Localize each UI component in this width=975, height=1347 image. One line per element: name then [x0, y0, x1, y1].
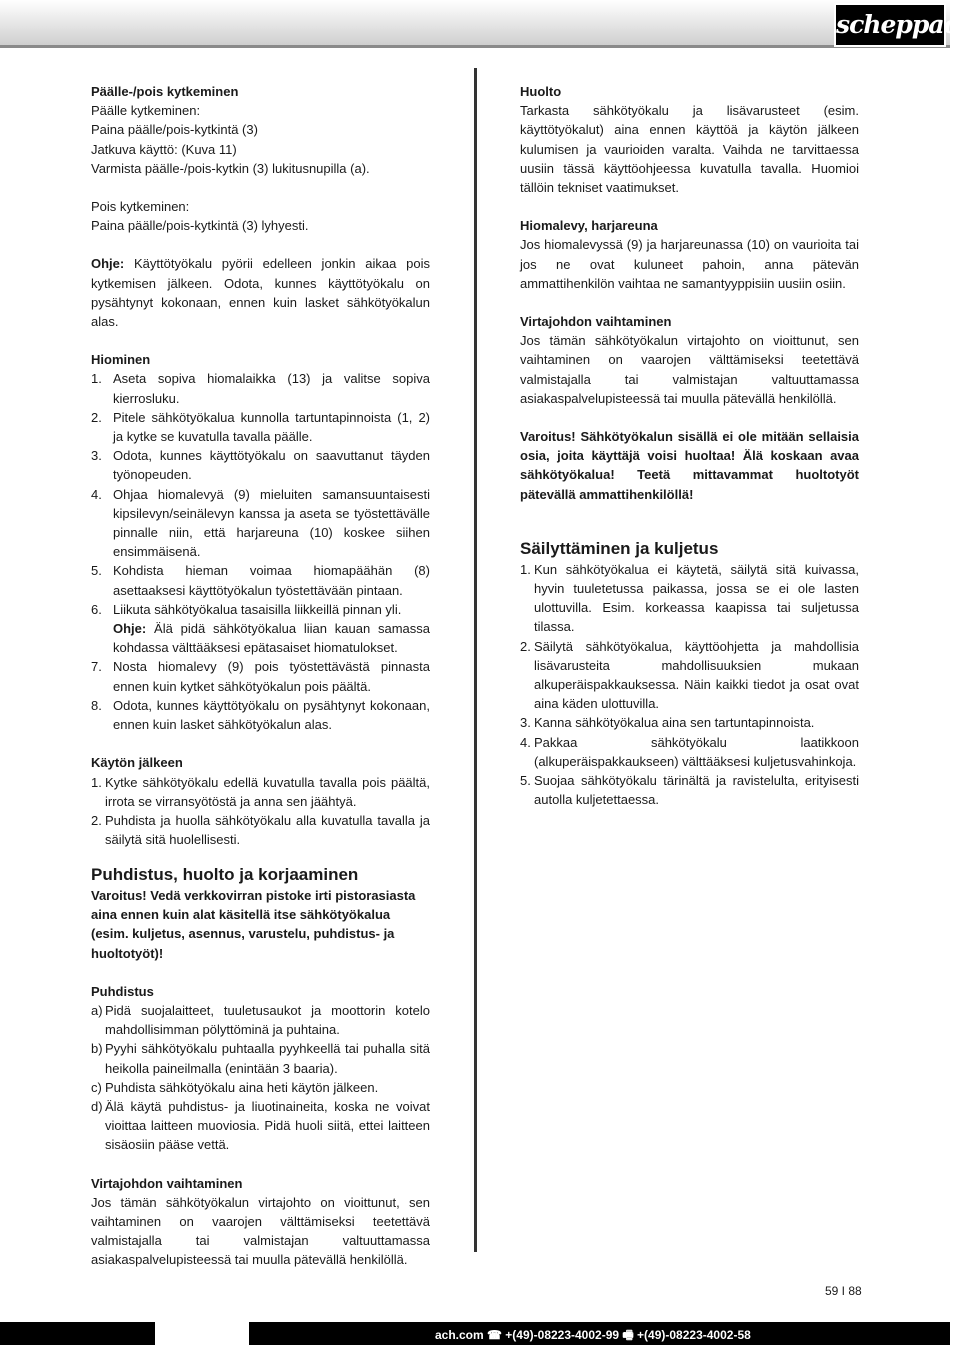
clean-heading: Puhdistus [91, 983, 154, 999]
onoff-heading: Päälle-/pois kytkeminen [91, 84, 239, 99]
on-line: Varmista päälle-/pois-kytkin (3) lukitusnupilla (a). [91, 160, 370, 176]
step-note-label: Ohje: [113, 621, 147, 637]
cleaning-warning: Varoitus! Vedä verkkovirran pistoke irti pistorasiasta aina ennen kuin alat käsitellä itse sähkötyökalua (esim. kuljetus, asennus, varustelu, puhdistus- ja huoltotyöt)! [91, 888, 416, 961]
cord-heading: Virtajohdon vaihtaminen [91, 1175, 243, 1191]
right-column [520, 82, 859, 810]
cleaning-section [91, 864, 430, 1270]
note-label: Ohje: [91, 256, 125, 272]
disc-heading: Hiomalevy, harjareuna [520, 218, 658, 234]
list-item: 6. Liikuta sähkötyökalua tasaisilla liikkeillä pinnan yli. Ohje: Älä pidä sähkötyökalua liian kauan samassa kohdassa välttääksesi epätasaiset hiomatulokset. [91, 601, 430, 656]
page-number: 59 I 88 [825, 1284, 862, 1298]
list-item: 8. Odota, kunnes käyttötyökalu on pysähtynyt kokonaan, ennen kuin lasket sähkötyökalun alas. [91, 697, 430, 733]
list-item: 7. Nosta hiomalevy (9) pois työstettävästä pinnasta ennen kuin kytket sähkötyökalun pois päältä. [91, 659, 430, 694]
service-heading: Huolto [520, 84, 562, 99]
list-item: 2. Pitele sähkötyökalua kunnolla tartuntapinnoista (1, 2) ja kytke se kuvatulla tavalla päälle. [91, 409, 430, 445]
cord-paragraph: Jos tämän sähkötyökalun virtajohto on vioittunut, sen vaihtaminen on vaarojen välttämiseksi teetettävä valmistajalla tai valmistajan valtuuttamassa asiakaspalvelupisteessä tai muulla pätevällä henkilöllä. [91, 1194, 430, 1268]
header-bar [0, 0, 975, 48]
list-item: 1. Aseta sopiva hiomalaikka (13) ja valitse sopiva kierrosluku. [91, 371, 430, 406]
left-column [91, 82, 430, 849]
list-item: 2. Säilytä sähkötyökalua, käyttöohjetta ja mahdollisia lisävarusteita mahdollisuuksien mukaan alkuperäispakkauksessa. Näin kaikki tiedot ja osat ovat aina käden ulottuvilla. [520, 638, 859, 712]
column-divider [474, 68, 477, 1252]
list-item: 1. Kytke sähkötyökalu edellä kuvatulla tavalla pois päältä, irrota se virransyötöstä ja anna sen jäähtyä. [91, 774, 430, 809]
service-paragraph: Tarkasta sähkötyökalu ja lisävarusteet (esim. käyttötyökalut) aina ennen käyttöä ja käytön jälkeen kulumisen ja vaurioiden varalta. Vaihda ne tarvittaessa uusiin tässä käyttöohjeessa kuvatulla tavalla. Huomioi tällöin tekniset vaatimukset. [520, 103, 859, 196]
note-paragraph [91, 254, 430, 331]
step-note-text: Älä pidä sähkötyökalua liian kauan samassa kohdassa välttääksesi epätasaiset hiomatulokset. [113, 621, 430, 656]
list-item: 3. Odota, kunnes käyttötyökalu on saavuttanut täyden työnopeuden. [91, 448, 430, 483]
service-warning: Varoitus! Sähkötyökalun sisällä ei ole mitään sellaisia osia, joita käyttäjä voisi huoltaa! Älä koskaan avaa sähkötyökalua! Teetä mittavammat huoltotyöt pätevällä ammattihenkilöllä! [520, 429, 859, 502]
on-subheading: Päälle kytkeminen: [91, 103, 201, 119]
off-line: Paina päälle/pois-kytkintä (3) lyhyesti. [91, 218, 309, 234]
list-item: 4. Ohjaa hiomalevyä (9) mieluiten samansuuntaisesti kipsilevyn/seinälevyn kanssa ja aseta se työstettävälle pinnalle niin, että harjareuna (10) koskee siihen ensimmäisenä. [91, 486, 430, 560]
cleaning-section-title: Puhdistus, huolto ja korjaaminen [91, 865, 359, 884]
on-line: Jatkuva käyttö: (Kuva 11) [91, 141, 237, 157]
footer-contact: ach.com ☎ +(49)-08223-4002-99 🖷 +(49)-08223-4002-58 [435, 1328, 751, 1342]
cord-paragraph: Jos tämän sähkötyökalun virtajohto on vioittunut, sen vaihtaminen on vaarojen välttämiseksi teetettävä valmistajalla tai valmistajan valtuuttamassa asiakaspalvelupisteessä tai muulla pätevällä henkilöllä. [520, 333, 859, 406]
brand-logo: scheppach [834, 3, 946, 47]
disc-paragraph: Jos hiomalevyssä (9) ja harjareunassa (10) on vaurioita tai jos ne ovat kuluneet pahoin, anna pätevän ammattihenkilön vaihtaa ne samantyyppisiin uusiin osiin. [520, 237, 859, 291]
list-item: 5. Suojaa sähkötyökalu tärinältä ja ravistelulta, erityisesti autolla kuljetettaessa. [520, 773, 859, 808]
list-item: b) Pyyhi sähkötyökalu puhtaalla pyyhkeellä tai puhalla sitä heikolla paineilmalla (enintään 3 baaria). [91, 1041, 430, 1076]
list-item: 1. Kun sähkötyökalua ei käytetä, säilytä sitä kuivassa, hyvin tuuletetussa paikassa, jossa se ei ole lasten ulottuvilla. Esim. korkeassa kaapissa tai suljetussa tilassa. [520, 561, 859, 635]
note-text: Käyttötyökalu pyörii edelleen jonkin aikaa pois kytkemisen jälkeen. Odota, kunnes käyttötyökalu on pysähtynyt kokonaan, ennen kuin lasket sähkötyökalun alas. [91, 256, 430, 330]
list-item: d) Älä käytä puhdistus- ja liuotinaineita, koska ne voivat vioittaa laitteen muoviosia. Pidä huoli siitä, ettei laitteen sisäosiin pääse vettä. [91, 1099, 430, 1153]
after-use-heading: Käytön jälkeen [91, 755, 183, 771]
cord-heading: Virtajohdon vaihtaminen [520, 314, 672, 330]
grind-heading: Hiominen [91, 352, 151, 368]
off-subheading: Pois kytkeminen: [91, 199, 190, 215]
on-line: Paina päälle/pois-kytkintä (3) [91, 122, 258, 138]
list-item: 2. Puhdista ja huolla sähkötyökalu alla kuvatulla tavalla ja säilytä sitä huolellisesti. [91, 812, 430, 848]
list-item: c) Puhdista sähkötyökalu aina heti käytön jälkeen. [91, 1079, 379, 1095]
list-item: 4. Pakkaa sähkötyökalu laatikkoon (alkuperäispakkaukseen) välttääksesi kuljetusvahinkoja. [520, 734, 859, 769]
footer-bar [0, 1322, 950, 1345]
list-item: 3. Kanna sähkötyökalua aina sen tartuntapinnoista. [520, 715, 815, 731]
storage-section-title: Säilyttäminen ja kuljetus [520, 538, 719, 558]
list-item: a) Pidä suojalaitteet, tuuletusaukot ja moottorin kotelo mahdollisimman pölyttöminä ja puhtaina. [91, 1003, 430, 1038]
list-item: 5. Kohdista hieman voimaa hiomapäähän (8) asettaaksesi käyttötyökalun työstettävään pintaan. [91, 563, 430, 598]
